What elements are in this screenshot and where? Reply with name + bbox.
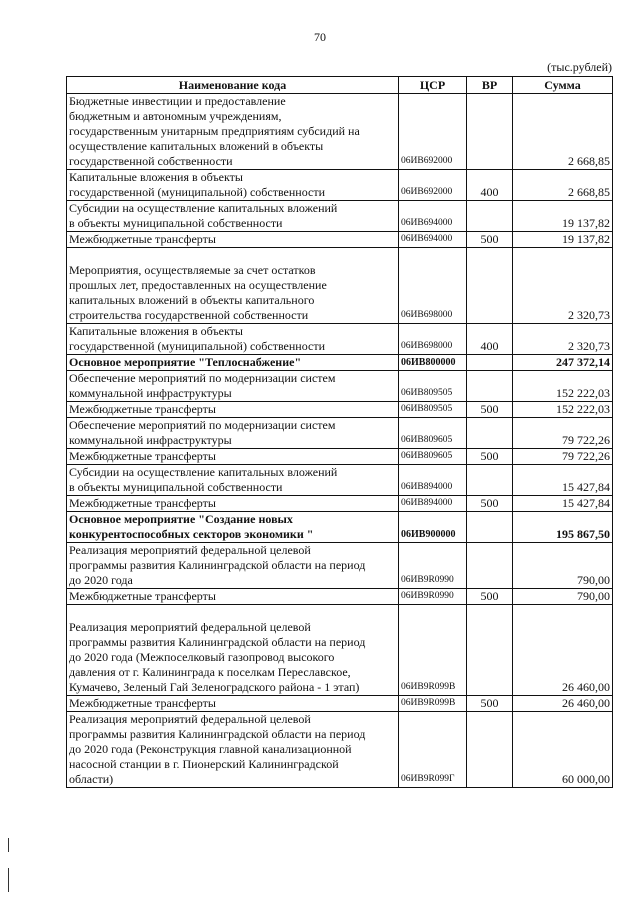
row-csr-cell: 06ИВ9R0990 (399, 543, 467, 589)
row-csr-cell: 06ИВ692000 (399, 170, 467, 201)
row-sum-cell: 790,00 (513, 589, 613, 605)
row-vr-cell: 500 (467, 402, 513, 418)
row-vr-cell (467, 418, 513, 449)
row-csr-cell: 06ИВ809605 (399, 449, 467, 465)
table-row (67, 696, 613, 712)
row-vr-cell: 400 (467, 324, 513, 355)
row-vr-cell (467, 201, 513, 232)
row-csr-cell: 06ИВ692000 (399, 94, 467, 170)
row-vr-cell (467, 94, 513, 170)
table-header-row (67, 77, 613, 94)
row-name-cell: Реализация мероприятий федеральной целевой программы развития Калининградской области на период до 2020 года (67, 543, 399, 589)
row-name-cell: Капитальные вложения в объекты государственной (муниципальной) собственности (67, 324, 399, 355)
row-sum-cell: 79 722,26 (513, 418, 613, 449)
row-sum-cell: 60 000,00 (513, 712, 613, 788)
row-vr-cell: 500 (467, 696, 513, 712)
row-sum-cell: 2 668,85 (513, 170, 613, 201)
table-row (67, 465, 613, 496)
row-csr-cell: 06ИВ698000 (399, 248, 467, 324)
row-name-cell: Бюджетные инвестиции и предоставление бюджетным и автономным учреждениям, государственным унитарным предприятиям субсидий на осуществление капитальных вложений в объекты государственной собственности (67, 94, 399, 170)
row-sum-cell: 15 427,84 (513, 496, 613, 512)
row-vr-cell (467, 512, 513, 543)
table-body (67, 94, 613, 788)
row-vr-cell (467, 712, 513, 788)
row-vr-cell (467, 371, 513, 402)
row-name-cell: Межбюджетные трансферты (67, 589, 399, 605)
row-name-cell: Реализация мероприятий федеральной целевой программы развития Калининградской области на период до 2020 года (Реконструкция главной канализационной насосной станции в г. Пионерский Калининградской области) (67, 712, 399, 788)
row-sum-cell: 790,00 (513, 543, 613, 589)
table-row (67, 543, 613, 589)
row-name-cell: Мероприятия, осуществляемые за счет остатков прошлых лет, предоставленных на осуществление капитальных вложений в объекты капитального строительства государственной собственности (67, 248, 399, 324)
row-csr-cell: 06ИВ894000 (399, 496, 467, 512)
row-csr-cell: 06ИВ900000 (399, 512, 467, 543)
row-csr-cell: 06ИВ800000 (399, 355, 467, 371)
row-vr-cell: 400 (467, 170, 513, 201)
row-csr-cell: 06ИВ9R099В (399, 696, 467, 712)
header-sum: Сумма (513, 77, 613, 94)
row-csr-cell: 06ИВ694000 (399, 201, 467, 232)
row-name-cell: Межбюджетные трансферты (67, 232, 399, 248)
row-csr-cell: 06ИВ9R0990 (399, 589, 467, 605)
row-name-cell: Субсидии на осуществление капитальных вложений в объекты муниципальной собственности (67, 201, 399, 232)
row-sum-cell: 15 427,84 (513, 465, 613, 496)
row-name-cell: Обеспечение мероприятий по модернизации систем коммунальной инфраструктуры (67, 371, 399, 402)
table-row (67, 605, 613, 696)
row-vr-cell: 500 (467, 589, 513, 605)
table-row (67, 496, 613, 512)
row-sum-cell: 2 320,73 (513, 248, 613, 324)
row-vr-cell (467, 355, 513, 371)
units-label: (тыс.рублей) (547, 60, 612, 74)
row-name-cell: Обеспечение мероприятий по модернизации систем коммунальной инфраструктуры (67, 418, 399, 449)
table-row (67, 371, 613, 402)
row-sum-cell: 2 668,85 (513, 94, 613, 170)
row-vr-cell (467, 465, 513, 496)
row-vr-cell: 500 (467, 496, 513, 512)
table-row (67, 170, 613, 201)
row-sum-cell: 195 867,50 (513, 512, 613, 543)
table-row (67, 712, 613, 788)
row-csr-cell: 06ИВ809505 (399, 371, 467, 402)
row-vr-cell: 500 (467, 232, 513, 248)
row-name-cell: Капитальные вложения в объекты государственной (муниципальной) собственности (67, 170, 399, 201)
header-vr: ВР (467, 77, 513, 94)
row-sum-cell: 2 320,73 (513, 324, 613, 355)
margin-mark (8, 838, 9, 852)
row-csr-cell: 06ИВ694000 (399, 232, 467, 248)
table-row (67, 418, 613, 449)
row-name-cell: Межбюджетные трансферты (67, 696, 399, 712)
row-csr-cell: 06ИВ809505 (399, 402, 467, 418)
row-name-cell: Реализация мероприятий федеральной целевой программы развития Калининградской области на период до 2020 года (Межпоселковый газопровод высокого давления от г. Калининграда к поселкам Переславское, Кумачево, Зеленый Гай Зеленоградского района - 1 этап) (67, 605, 399, 696)
table-row (67, 449, 613, 465)
header-csr: ЦСР (399, 77, 467, 94)
row-sum-cell: 19 137,82 (513, 232, 613, 248)
row-name-cell: Межбюджетные трансферты (67, 496, 399, 512)
row-sum-cell: 247 372,14 (513, 355, 613, 371)
header-name: Наименование кода (67, 77, 399, 94)
table-row (67, 355, 613, 371)
row-csr-cell: 06ИВ9R099Г (399, 712, 467, 788)
table-row (67, 589, 613, 605)
row-vr-cell (467, 605, 513, 696)
table-row (67, 201, 613, 232)
row-name-cell: Межбюджетные трансферты (67, 402, 399, 418)
row-name-cell: Основное мероприятие "Создание новых конкурентоспособных секторов экономики " (67, 512, 399, 543)
row-sum-cell: 26 460,00 (513, 696, 613, 712)
table-row (67, 512, 613, 543)
row-csr-cell: 06ИВ809605 (399, 418, 467, 449)
row-vr-cell (467, 543, 513, 589)
row-vr-cell: 500 (467, 449, 513, 465)
table-row (67, 324, 613, 355)
row-csr-cell: 06ИВ894000 (399, 465, 467, 496)
row-name-cell: Основное мероприятие "Теплоснабжение" (67, 355, 399, 371)
row-csr-cell: 06ИВ698000 (399, 324, 467, 355)
table-row (67, 248, 613, 324)
margin-mark (8, 868, 9, 892)
table-row (67, 94, 613, 170)
row-sum-cell: 152 222,03 (513, 371, 613, 402)
budget-table (66, 76, 613, 788)
row-sum-cell: 19 137,82 (513, 201, 613, 232)
table-row (67, 402, 613, 418)
row-name-cell: Межбюджетные трансферты (67, 449, 399, 465)
row-csr-cell: 06ИВ9R099В (399, 605, 467, 696)
page-number: 70 (314, 30, 326, 44)
row-sum-cell: 26 460,00 (513, 605, 613, 696)
table-row (67, 232, 613, 248)
row-sum-cell: 79 722,26 (513, 449, 613, 465)
row-vr-cell (467, 248, 513, 324)
row-sum-cell: 152 222,03 (513, 402, 613, 418)
row-name-cell: Субсидии на осуществление капитальных вложений в объекты муниципальной собственности (67, 465, 399, 496)
